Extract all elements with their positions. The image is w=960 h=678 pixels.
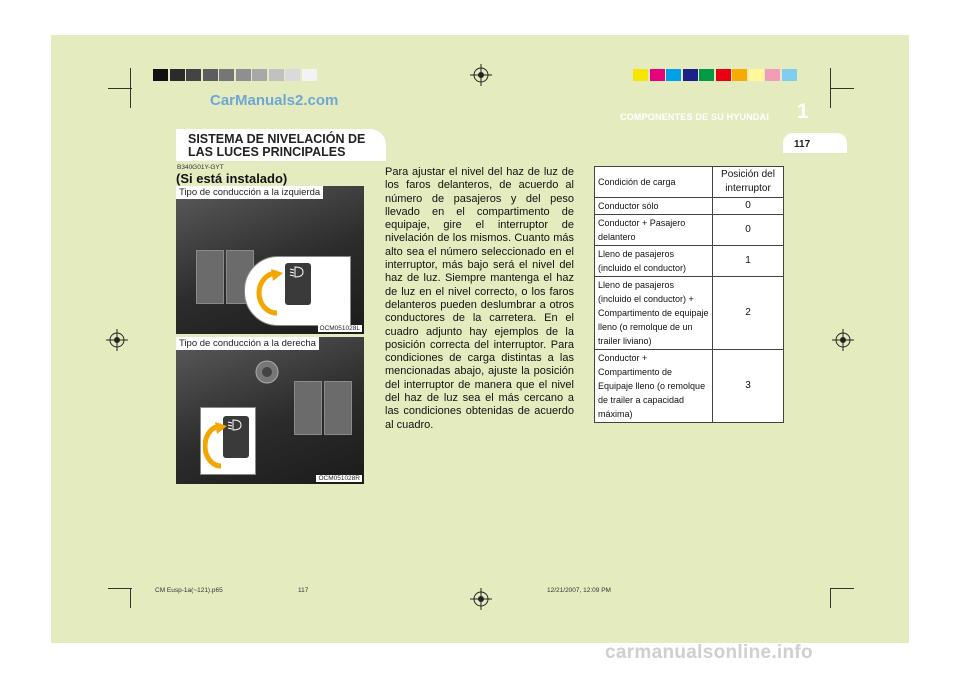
photo-code-right: OCM051028R [318,475,360,482]
photo-right-hand-drive [176,337,364,484]
color-swatch [186,69,201,81]
registration-target-icon [470,588,492,610]
color-swatch [285,69,300,81]
crop-mark [830,88,854,89]
crop-mark [108,88,132,89]
table-row [595,215,784,246]
photo-left-hand-drive [176,186,364,334]
color-swatch [219,69,234,81]
crop-mark [108,588,132,589]
table-cell-position: 3 [713,350,784,423]
section-subtitle: (Si está instalado) [176,171,288,186]
color-swatch [699,69,714,81]
page-number-tab [783,133,847,153]
color-swatch [203,69,218,81]
switch-callout [244,256,351,326]
table-cell-position: 1 [713,246,784,277]
chapter-title: COMPONENTES DE SU HYUNDAI [620,112,770,122]
table-row [595,350,784,423]
section-title-box [176,129,386,161]
color-swatch [170,69,185,81]
load-condition-table [594,166,784,423]
color-swatch [236,69,251,81]
crop-mark [130,588,131,608]
registration-target-icon [470,64,492,86]
color-swatch [716,69,731,81]
color-swatch [252,69,267,81]
footer-page: 117 [298,587,309,594]
photo-label-left: Tipo de conducción a la izquierda [176,186,323,199]
headlamp-icon [289,266,305,278]
table-header-condition: Condición de carga [595,167,713,198]
rotate-arrow-icon [255,267,285,317]
color-swatch [650,69,665,81]
color-swatch [269,69,284,81]
watermark-bottom[interactable]: carmanualsonline.info [605,642,813,663]
color-swatch [765,69,780,81]
color-swatch [749,69,764,81]
table-cell-position: 2 [713,277,784,350]
chapter-number: 1 [797,100,809,123]
crop-mark [830,588,831,608]
headlamp-icon [227,419,243,431]
footer-filename: CM Eusp-1a(~121).p65 [155,587,223,594]
switch-callout [200,407,256,475]
table-cell-condition: Conductor sólo [595,198,713,215]
color-swatch [782,69,797,81]
dashboard-vent [196,250,224,304]
table-cell-condition: Lleno de pasajeros (incluido el conductor) [595,246,713,277]
ignition-knob-icon [254,359,280,385]
instruction-paragraph: Para ajustar el nivel del haz de luz de los faros delanteros, de acuerdo al número de pasajeros y del peso llevado en el compartimento de equipaje, gire el interruptor de nivelación de los mismos. Cuanto más alto sea el número seleccionado en el interruptor, más bajo será el nivel del haz de luz. Siempre mantenga el haz de luz en el nivel correcto, o los faros delanteros pueden deslumbrar a otros conductores de la carretera. En el cuadro adjunto hay ejemplos de la posición correcta del interruptor. Para condiciones de carga distintas a las mencionadas abajo, ajuste la posición del interruptor de manera que el nivel del haz de luz sea el más cercano a las condiciones obtenidas de acuerdo al cuadro. [385,166,574,431]
color-swatch [666,69,681,81]
table-cell-position: 0 [713,215,784,246]
photo-label-right: Tipo de conducción a la derecha [176,337,319,350]
table-header-row [595,167,784,198]
section-title: SISTEMA DE NIVELACIÓN DE LAS LUCES PRINCIPALES [188,132,366,159]
color-swatch [633,69,648,81]
color-swatch [683,69,698,81]
table-cell-condition: Lleno de pasajeros (incluido el conductor) + Compartimento de equipaje lleno (o remolque de un trailer liviano) [595,277,713,350]
rotate-arrow-icon [203,420,227,470]
table-cell-position: 0 [713,198,784,215]
color-swatch [732,69,747,81]
table-header-position: Posición del interruptor [713,167,784,198]
footer-datetime: 12/21/2007, 12:09 PM [547,587,611,594]
color-swatch [302,69,317,81]
crop-mark [830,588,854,589]
table-row [595,198,784,215]
section-code: B340G01Y-GYT [177,164,224,171]
color-swatch [153,69,168,81]
photo-code-left: OCM051028L [319,325,360,332]
registration-target-icon [832,329,854,351]
page-number: 117 [794,139,811,150]
watermark-text[interactable]: CarManuals2.com [210,92,339,109]
table-row [595,246,784,277]
dashboard-vent [294,381,322,435]
table-row [595,277,784,350]
table-cell-condition: Conductor + Pasajero delantero [595,215,713,246]
registration-target-icon [106,329,128,351]
dashboard-vent [324,381,352,435]
table-cell-condition: Conductor + Compartimento de Equipaje lleno (o remolque de trailer a capacidad máxima) [595,350,713,423]
